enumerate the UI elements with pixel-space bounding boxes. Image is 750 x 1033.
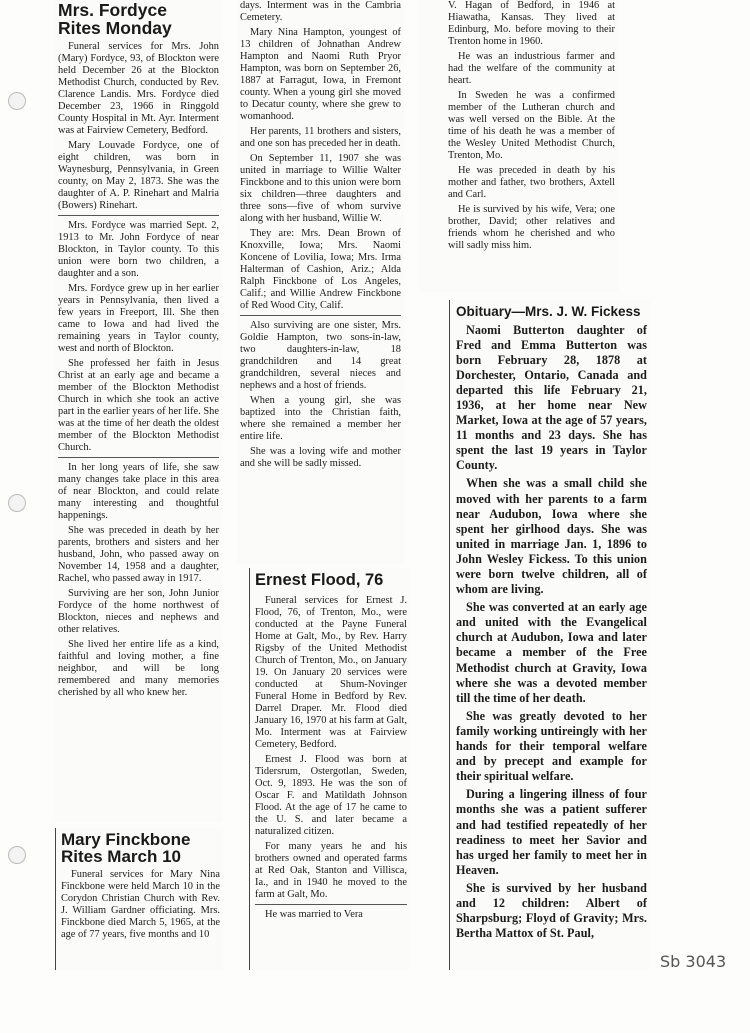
flood-headline: Ernest Flood, 76: [255, 571, 384, 589]
finckbone-continued-body: [237, 0, 404, 470]
binder-hole-middle: [8, 494, 26, 512]
paragraph: For many years he and his brothers owned and operated farms at Red Oak, Stanton and Villisca, Ia., and in 1940 he moved to the farm at Galt, Mo.: [255, 840, 407, 900]
paragraph: He was married to Vera: [265, 908, 363, 920]
finckbone-body: [56, 869, 223, 941]
paragraph: Ernest J. Flood was born at Tidersrum, Ostergotlan, Sweden, Oct. 9, 1893. He was the son of Oscar F. and Matildath Johnson Flood. At the age of 17 he came to the U. S. and later became a naturalized citizen.: [255, 753, 407, 837]
paragraph: days. Interment was in the Cambria Cemetery.: [240, 0, 401, 23]
paragraph: Funeral services for Ernest J. Flood, 76, of Trenton, Mo., were conducted at the Payne Funeral Home at Galt, Mo., by Rev. Harry Rigsby of the United Methodist Church of Trenton, Mo., on January 19. On January 20 services were conducted at Shum-Novinger Funeral Home in Bedford by Rev. Darrel Draper. Mr. Flood died January 16, 1970 at his farm at Galt, Mo. Interment was at Fairview Cemetery, Bedford.: [255, 594, 407, 750]
paragraph: In her long years of life, she saw many changes take place in this area of near Blockton, and could relate many interesting and thoughtful happenings.: [58, 462, 219, 521]
paragraph: Mary Louvade Fordyce, one of eight children, was born in Waynesburg, Pennsylvania, in Green county, on May 2, 1873. She was the daughter of A. P. Rinehart and Malria (Bowers) Rinehart.: [58, 140, 219, 211]
paragraph: She was preceded in death by her parents, brothers and sisters and her husband, John, who passed away on November 14, 1958 and a daughter, Rachel, who passed away in 1917.: [58, 525, 219, 584]
paragraph: On September 11, 1907 she was united in marriage to Willie Walter Finckbone and to this union were born six children—three daughters and three sons—five of whom survive along with her husband, Willie W.: [240, 153, 401, 224]
paragraph: V. Hagan of Bedford, in 1946 at Hiawatha, Kansas. They lived at Edinburg, Mo. before moving to their Trenton home in 1960.: [448, 0, 615, 47]
clipping-finckbone: [55, 828, 223, 970]
clipping-fordyce: [55, 0, 222, 822]
paragraph: She was converted at an early age and united with the Evangelical church at Audubon, Iowa and later became a member of the Free Methodist church at Gravity, Iowa where she was a devoted member till the time of her death.: [456, 600, 647, 705]
clipping-flood-continued: [418, 0, 618, 292]
paragraph: Funeral services for Mrs. John (Mary) Fordyce, 93, of Blockton were held December 26 at the Blockton Methodist Church, conducted by Rev. Clarence Landis. Mrs. Fordyce died December 23, 1966 in Ringgold County Hospital in Mt. Ayr. Interment was at Fairview Cemetery, Bedford.: [58, 41, 219, 136]
paragraph: She was a loving wife and mother and she will be sadly missed.: [240, 446, 401, 469]
divider: [240, 315, 401, 316]
paragraph: He is survived by his wife, Vera; one brother, David; other relatives and friends whom he cherished and who will sadly miss him.: [448, 204, 615, 251]
paragraph: Surviving are her son, John Junior Fordyce of the home northwest of Blockton, nieces and nephews and other relatives.: [58, 588, 219, 635]
paragraph: Mrs. Fordyce grew up in her earlier years in Pennsylvania, then lived a few years in Freeport, Ill. She then came to Iowa and had lived the remaining years in Taylor county, west and north of Blockton.: [58, 283, 219, 354]
paragraph: She is survived by her husband and 12 children: Albert of Sharpsburg; Floyd of Gravity; Mrs. Bertha Mattox of St. Paul,: [456, 880, 647, 941]
divider: [58, 457, 219, 458]
paragraph: When a young girl, she was baptized into the Christian faith, where she remained a member her entire life.: [240, 395, 401, 442]
paragraph: She was greatly devoted to her family working untireingly with her hands for their temporal welfare and by precept and example for their spiritual welfare.: [456, 708, 647, 784]
paragraph: They are: Mrs. Dean Brown of Knoxville, Iowa; Mrs. Naomi Koncene of Lovilia, Iowa; Mrs. Irma Halterman of Cashion, Ariz.; Alda Ralph Finckbone of Los Angeles, Calif.; and Willie Andrew Finckbone of Red Wood City, Calif.: [240, 228, 401, 311]
paragraph: He was an industrious farmer and had the welfare of the community at heart.: [448, 51, 615, 86]
paragraph: Naomi Butterton daughter of Fred and Emma Butterton was born February 28, 1878 at Dorchester, Ontario, Canada and departed this life February 21, 1936, at her home near New Market, Iowa at the age of 57 years, 11 months and 23 days. She has spent the last 19 years in Taylor County.: [456, 322, 647, 473]
clipping-fickess: [449, 300, 650, 970]
paragraph: He was preceded in death by his mother and father, two brothers, Axtell and Carl.: [448, 165, 615, 200]
finckbone-headline: Mary Finckbone Rites March 10: [61, 830, 191, 866]
paragraph: Mary Nina Hampton, youngest of 13 children of Johnathan Andrew Hampton and Naomi Ruth Pryor Hampton, was born on September 26, 1887 at Farragut, Iowa, in Fremont county. When a young girl she moved to Decatur county, where she grew to womanhood.: [240, 27, 401, 122]
binder-hole-top: [8, 92, 26, 110]
paragraph: Her parents, 11 brothers and sisters, and one son has preceded her in death.: [240, 126, 401, 149]
paragraph: Also surviving are one sister, Mrs. Goldie Hampton, two sons-in-law, two daughters-in-law, 18 grandchildren and 14 great grandchildren, several nieces and nephews and a host of friends.: [240, 320, 401, 391]
paragraph: Funeral services for Mary Nina Finckbone were held March 10 in the Corydon Christian Church with Rev. J. William Gardner officiating. Mrs. Finckbone died March 5, 1965, at the age of 77 years, five months and 10: [61, 869, 220, 940]
divider: [255, 904, 407, 905]
binder-hole-bottom: [8, 846, 26, 864]
fickess-headline: Obituary—Mrs. J. W. Fickess: [456, 304, 641, 319]
fordyce-body: [55, 41, 222, 699]
clipping-finckbone-continued: [237, 0, 404, 564]
paragraph: During a lingering illness of four months she was a patient sufferer and had testified repeatedly of her readiness to meet her Savior and has urged her family to meet her in Heaven.: [456, 787, 647, 877]
paragraph: When she was a small child she moved with her parents to a farm near Audubon, Iowa where she spent her girlhood days. She was united in marriage Jan. 1, 1896 to John Wesley Fickess. To this union were born twelve children, all of whom are living.: [456, 476, 647, 597]
divider: [58, 215, 219, 216]
flood-body: [250, 595, 410, 921]
handwritten-annotation: Sb 3043: [660, 952, 727, 971]
clipping-flood: [249, 568, 410, 970]
paragraph: Mrs. Fordyce was married Sept. 2, 1913 to Mr. John Fordyce of near Blockton, in Taylor county. To this union were born two children, a daughter and a son.: [58, 220, 219, 279]
flood-continued-body: [418, 0, 618, 252]
paragraph: She lived her entire life as a kind, faithful and loving mother, a fine neighbor, and will be long remembered and many memories cherished by all who knew her.: [58, 639, 219, 698]
fickess-body: [450, 323, 650, 942]
paragraph: In Sweden he was a confirmed member of the Lutheran church and was well versed on the Bible. At the time of his death he was a member of the Wesley United Methodist Church, Trenton, Mo.: [448, 90, 615, 161]
paragraph: She professed her faith in Jesus Christ at an early age and became a member of the Blockton Methodist Church in which she took an active part in the earlier years of her life. She was at the time of her death the oldest member of the Blockton Methodist Church.: [58, 358, 219, 453]
fordyce-headline: Mrs. Fordyce Rites Monday: [58, 0, 172, 38]
